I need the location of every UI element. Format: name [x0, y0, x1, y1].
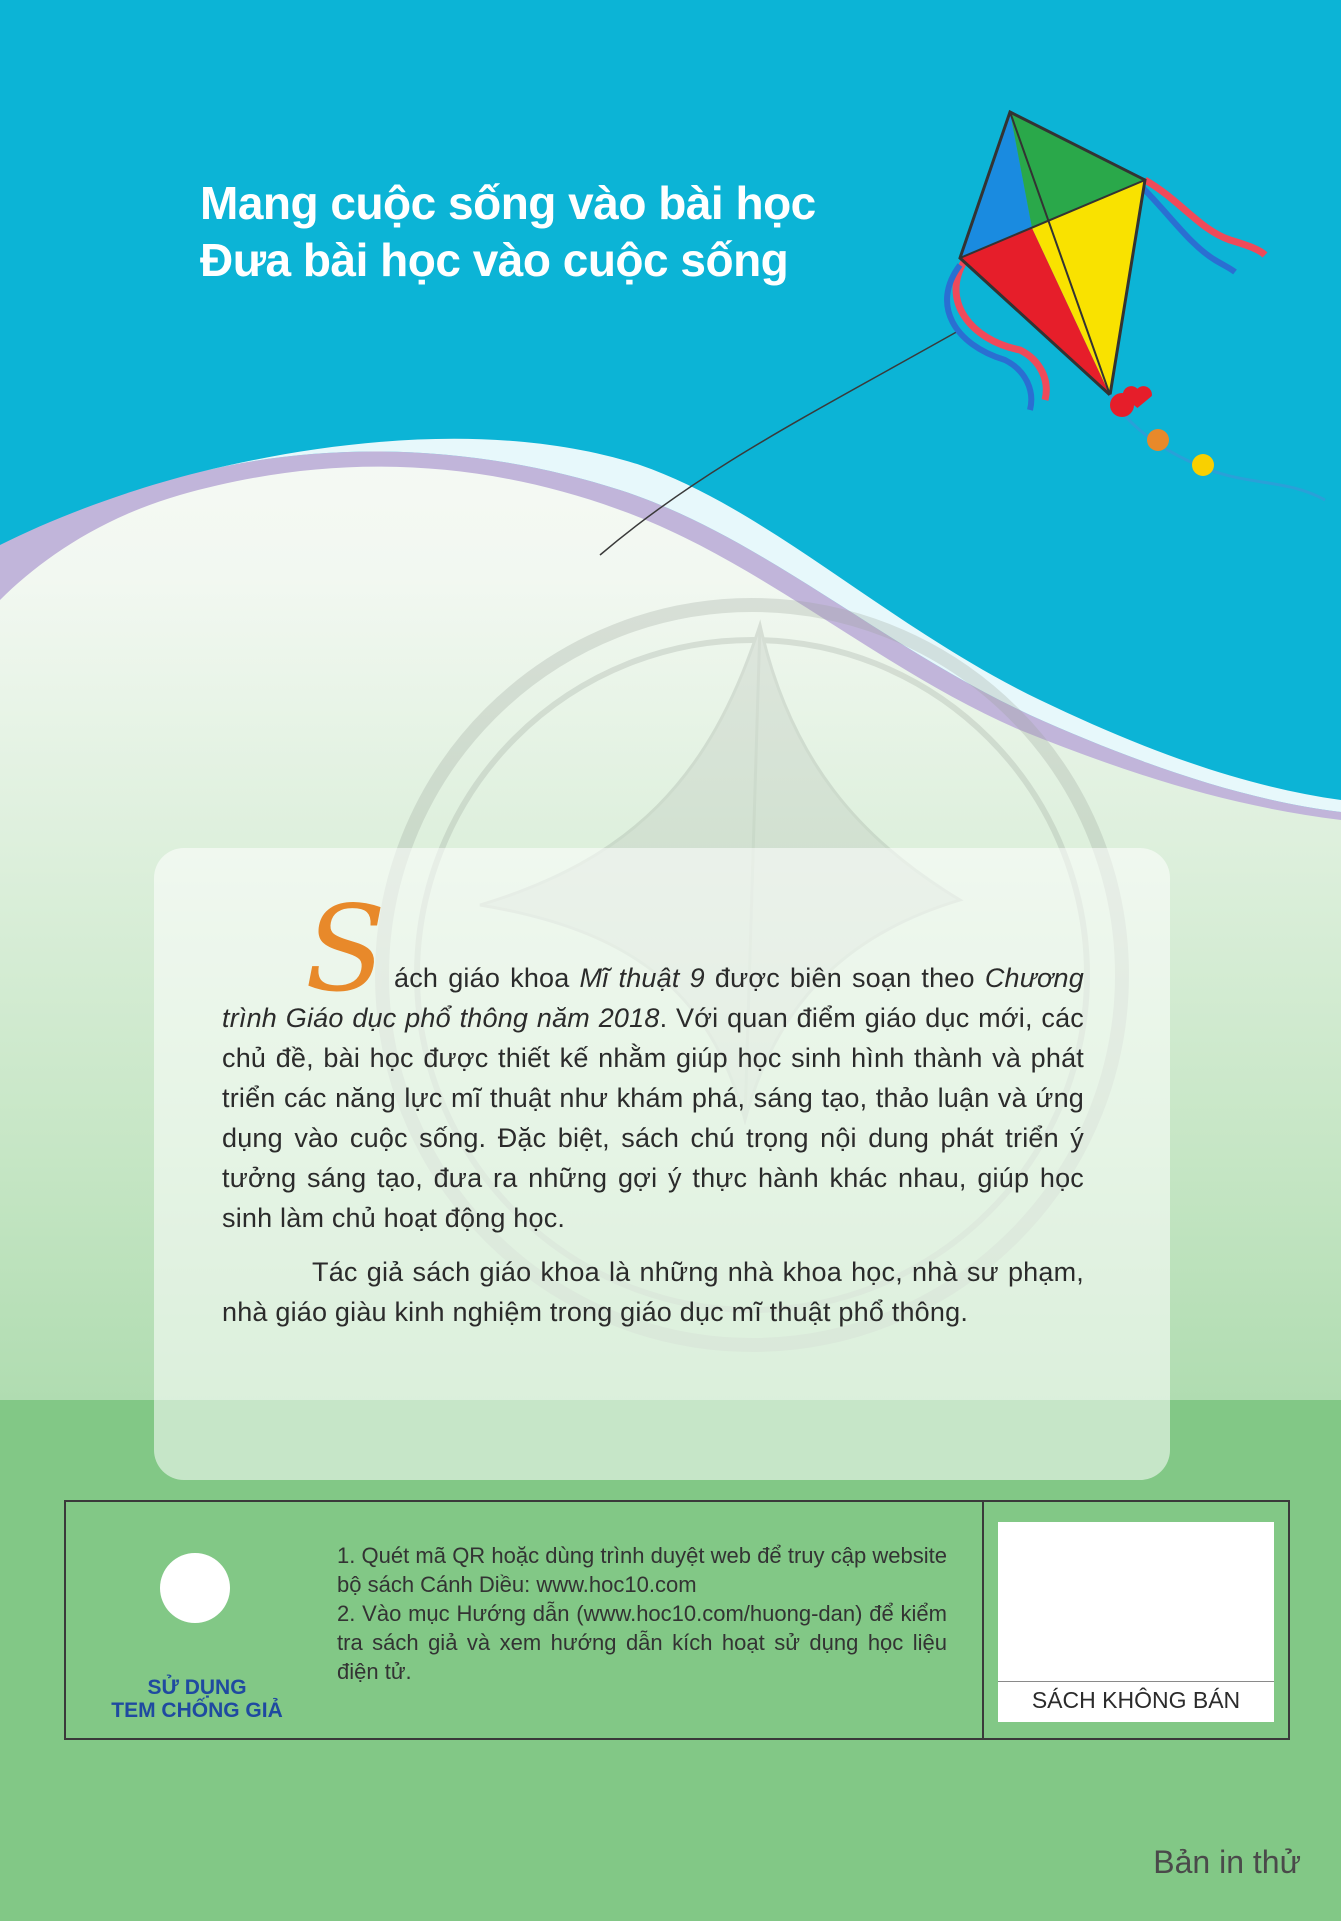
intro-paragraph-2: Tác giả sách giáo khoa là những nhà khoa học, nhà sư phạm, nhà giáo giàu kinh nghiệm trong giáo dục mĩ thuật phổ thông. [222, 1257, 1084, 1327]
intro-text-part1: ách giáo khoa [394, 963, 580, 993]
slogan-line-1: Mang cuộc sống vào bài học [200, 177, 816, 229]
dropcap-letter: S [305, 880, 386, 1018]
stamp-label-line-2: TEM CHỐNG GIẢ [111, 1699, 283, 1722]
instruction-2: 2. Vào mục Hướng dẫn (www.hoc10.com/huong-dan) để kiểm tra sách giả và xem hướng dẫn kích hoạt sử dụng học liệu điện tử. [337, 1601, 947, 1684]
slogan-line-2: Đưa bài học vào cuộc sống [200, 234, 789, 286]
instruction-1: 1. Quét mã QR hoặc dùng trình duyệt web để truy cập website bộ sách Cánh Diều: www.hoc10.com [337, 1543, 947, 1597]
book-title: Mĩ thuật 9 [579, 963, 705, 993]
program-name: Chương trình Giáo dục phổ thông năm 2018 [222, 963, 1084, 1033]
not-for-sale-divider [998, 1681, 1274, 1682]
intro-text-part2: được biên soạn theo [704, 963, 985, 993]
stamp-label-line-1: SỬ DỤNG [147, 1676, 247, 1699]
anti-counterfeit-stamp[interactable] [160, 1553, 230, 1623]
intro-text-part3: . Với quan điểm giáo dục mới, các chủ đề, bài học được thiết kế nhằm giúp học sinh hình thành và phát triển các năng lực mĩ thuật như khám phá, sáng tạo, thảo luận và ứng dụng vào cuộc sống. Đặc biệt, sách chú trọng nội dung phát triển ý tưởng sáng tạo, đưa ra những gợi ý thực hành khác nhau, giúp học sinh làm chủ hoạt động học. [222, 1003, 1085, 1233]
trial-print-label: Bản in thử [1153, 1844, 1301, 1880]
intro-paragraph-1 [222, 958, 1084, 1238]
not-for-sale-label: SÁCH KHÔNG BÁN [1031, 1687, 1241, 1713]
info-box-divider [982, 1500, 984, 1740]
